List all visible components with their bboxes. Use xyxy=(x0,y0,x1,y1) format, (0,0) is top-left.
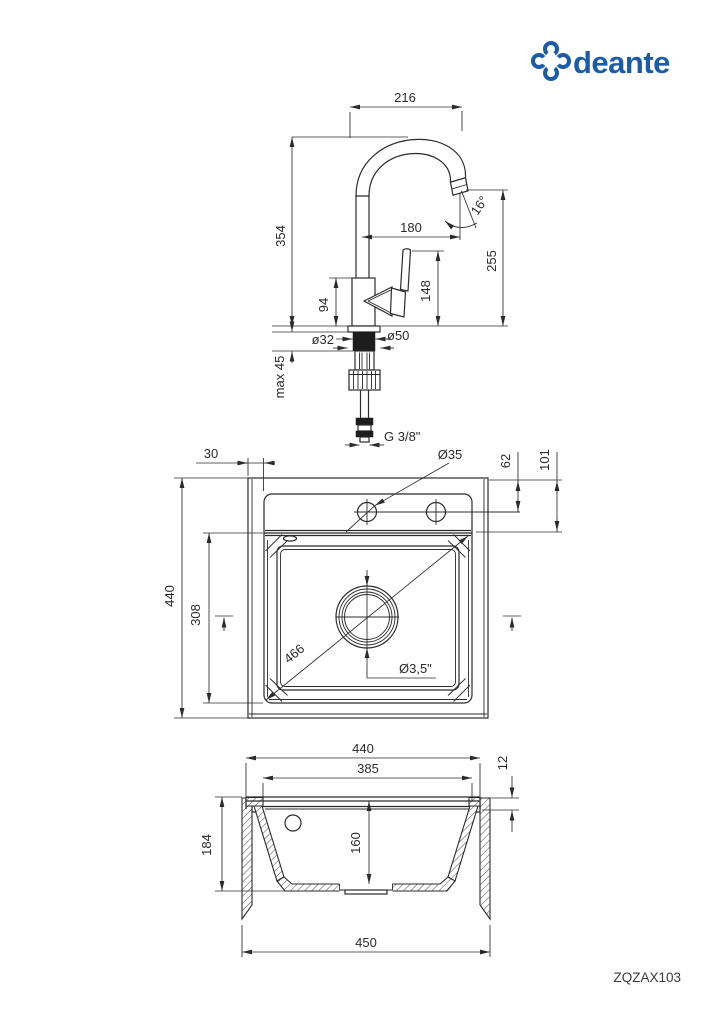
dim-rim-width: 30 xyxy=(203,446,219,461)
counter-left-wall xyxy=(242,798,252,919)
dim-rim-height: 12 xyxy=(495,755,510,771)
faucet-view xyxy=(272,90,508,445)
dim-outer-size: 440 xyxy=(162,585,177,607)
dim-hose-thread: G 3/8" xyxy=(384,429,421,444)
dim-cabinet-width: 450 xyxy=(355,935,377,950)
sink-top-view xyxy=(162,446,562,718)
deante-logo-icon xyxy=(533,43,569,79)
dim-section-outer: 440 xyxy=(352,741,374,756)
drain-recess-plate xyxy=(345,890,387,894)
faucet-cartridge xyxy=(391,288,406,317)
dim-hole-offset: 62 xyxy=(498,453,513,469)
dim-total-depth: 184 xyxy=(199,834,214,856)
centerline-marks xyxy=(215,616,521,631)
dim-shank-diameter: ø32 xyxy=(311,332,334,347)
drain xyxy=(336,586,399,648)
overflow-slot xyxy=(284,536,297,541)
sink-deck-edge xyxy=(264,494,472,703)
product-code: ZQZAX103 xyxy=(613,970,681,985)
dim-bowl-depth: 160 xyxy=(348,832,363,854)
dim-drain-diameter: Ø3,5" xyxy=(399,661,432,676)
dim-spout-reach: 180 xyxy=(400,220,422,235)
dim-handle-height: 148 xyxy=(418,280,433,302)
faucet-hose-fitting xyxy=(356,418,373,442)
bowl-right-wall xyxy=(448,806,478,881)
dim-body-height: 94 xyxy=(316,297,331,313)
sink-section-view xyxy=(199,741,519,957)
dim-section-inner: 385 xyxy=(357,761,379,776)
faucet-base-gasket xyxy=(353,332,375,351)
faucet-lever xyxy=(401,249,411,291)
counter-right-wall xyxy=(480,798,490,919)
dim-bowl-offset: 101 xyxy=(537,449,552,471)
brand-name: deante xyxy=(573,45,670,80)
overflow-hole-section xyxy=(285,815,301,831)
bowl-left-wall xyxy=(254,806,284,881)
dim-base-diameter: ø50 xyxy=(387,328,410,343)
deante-logo xyxy=(533,43,670,80)
faucet-spout xyxy=(356,139,466,196)
dim-spout-width: 216 xyxy=(394,90,416,105)
dim-bowl-length: 308 xyxy=(188,604,203,626)
faucet-base-flange xyxy=(348,326,380,332)
dim-total-height: 354 xyxy=(273,225,288,247)
dim-outlet-height: 255 xyxy=(484,250,499,272)
dim-hole-diameter: Ø35 xyxy=(437,447,463,462)
faucet-shank xyxy=(355,351,374,370)
dim-outlet-angle: 16° xyxy=(467,193,492,218)
dim-diagonal: 466 xyxy=(281,640,308,667)
dim-mount-thickness: max 45 xyxy=(272,355,287,399)
